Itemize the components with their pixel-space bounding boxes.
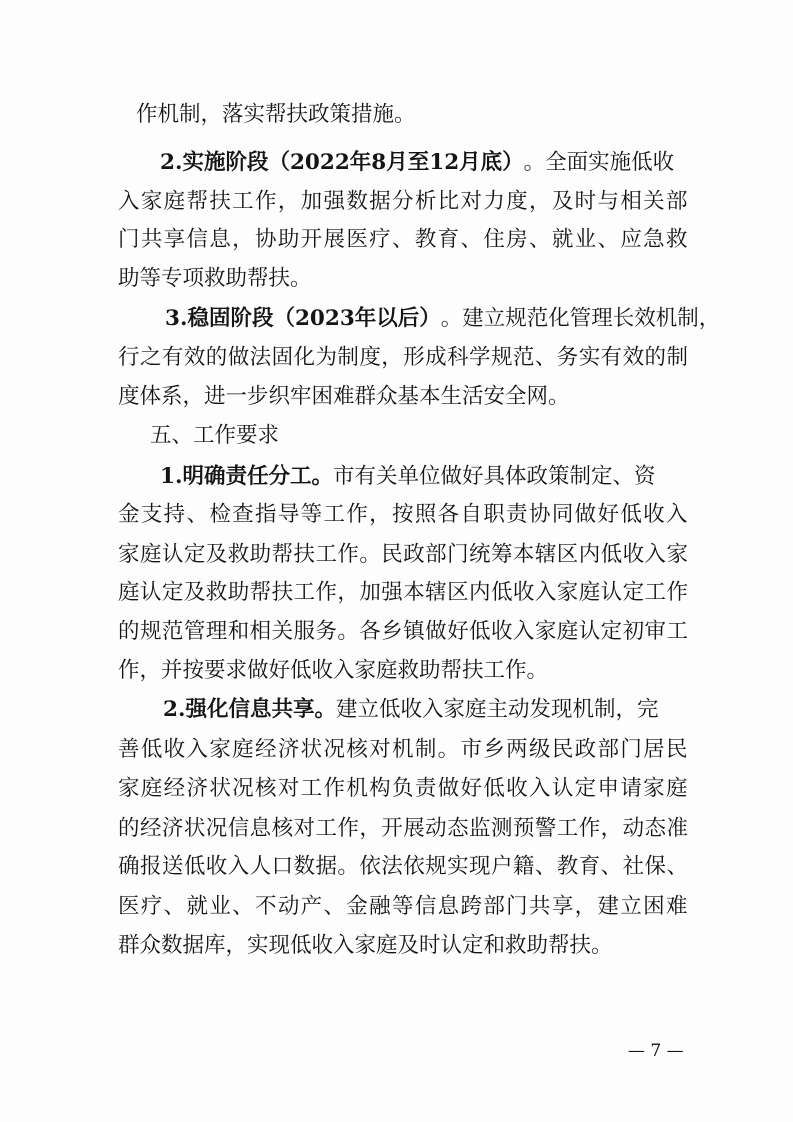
line-text: 善低收入家庭经济状况核对机制。市乡两级民政部门居民: [118, 737, 689, 762]
line-text: 庭认定及救助帮扶工作，加强本辖区内低收入家庭认定工作: [118, 580, 689, 605]
text-line: [118, 500, 689, 530]
text-line: [150, 421, 279, 451]
text-line: [118, 656, 548, 686]
line-text: 确报送低收入人口数据。依法依规实现户籍、教育、社保、: [118, 854, 689, 879]
line-text: 作机制，落实帮扶政策措施。: [136, 102, 416, 127]
bold-heading-text: 2.强化信息共享。: [163, 697, 336, 722]
text-line: [165, 304, 720, 334]
section-heading: 五、工作要求: [150, 423, 280, 448]
text-line: [118, 578, 688, 608]
line-text: 金支持、检查指导等工作，按照各自职责协同做好低收入: [118, 502, 689, 527]
text-line: [118, 814, 688, 844]
line-text: 家庭认定及救助帮扶工作。民政部门统筹本辖区内低收入家: [118, 542, 689, 567]
line-text: 度体系，进一步织牢困难群众基本生活安全网。: [118, 384, 570, 409]
line-text: 作，并按要求做好低收入家庭救助帮扶工作。: [118, 658, 549, 683]
text-line: [118, 931, 613, 961]
text-line: [136, 100, 416, 130]
text-line: [118, 735, 689, 765]
text-line: [118, 187, 689, 217]
line-text: 。建立规范化管理长效机制，: [440, 306, 721, 331]
line-text: 助等专项救助帮扶。: [118, 266, 312, 291]
bold-heading-text: 3.稳固阶段（2023年以后）: [165, 306, 441, 331]
line-text: 行之有效的做法固化为制度，形成科学规范、务实有效的制: [118, 345, 689, 370]
bold-heading-text: 2.实施阶段（2022年8月至12月底）: [160, 150, 524, 175]
text-line: [118, 892, 689, 922]
text-line: [118, 343, 688, 373]
line-text: 医疗、就业、不动产、金融等信息跨部门共享，建立困难: [118, 894, 689, 919]
line-text: 入家庭帮扶工作，加强数据分析比对力度，及时与相关部: [118, 189, 689, 214]
line-text: 建立低收入家庭主动发现机制，完: [335, 697, 659, 722]
text-line: [163, 695, 658, 725]
text-line: [118, 382, 570, 412]
text-line: [118, 774, 689, 804]
text-line: [160, 148, 674, 178]
line-text: 群众数据库，实现低收入家庭及时认定和救助帮扶。: [118, 933, 613, 958]
bold-heading-text: 1.明确责任分工。: [160, 464, 333, 489]
text-line: [118, 852, 688, 882]
line-text: 。全面实施低收: [523, 150, 675, 175]
line-text: 家庭经济状况核对工作机构负责做好低收入认定申请家庭: [118, 776, 689, 801]
text-line: [118, 540, 688, 570]
line-text: 门共享信息，协助开展医疗、教育、住房、就业、应急救: [118, 227, 689, 252]
text-line: [160, 462, 655, 492]
text-line: [118, 264, 312, 294]
text-line: [118, 225, 689, 255]
page-number: — 7 —: [628, 1041, 684, 1061]
text-line: [118, 617, 688, 647]
line-text: 的规范管理和相关服务。各乡镇做好低收入家庭认定初审工: [118, 619, 689, 644]
line-text: 的经济状况信息核对工作，开展动态监测预警工作，动态准: [118, 816, 689, 841]
line-text: 市有关单位做好具体政策制定、资: [332, 464, 656, 489]
